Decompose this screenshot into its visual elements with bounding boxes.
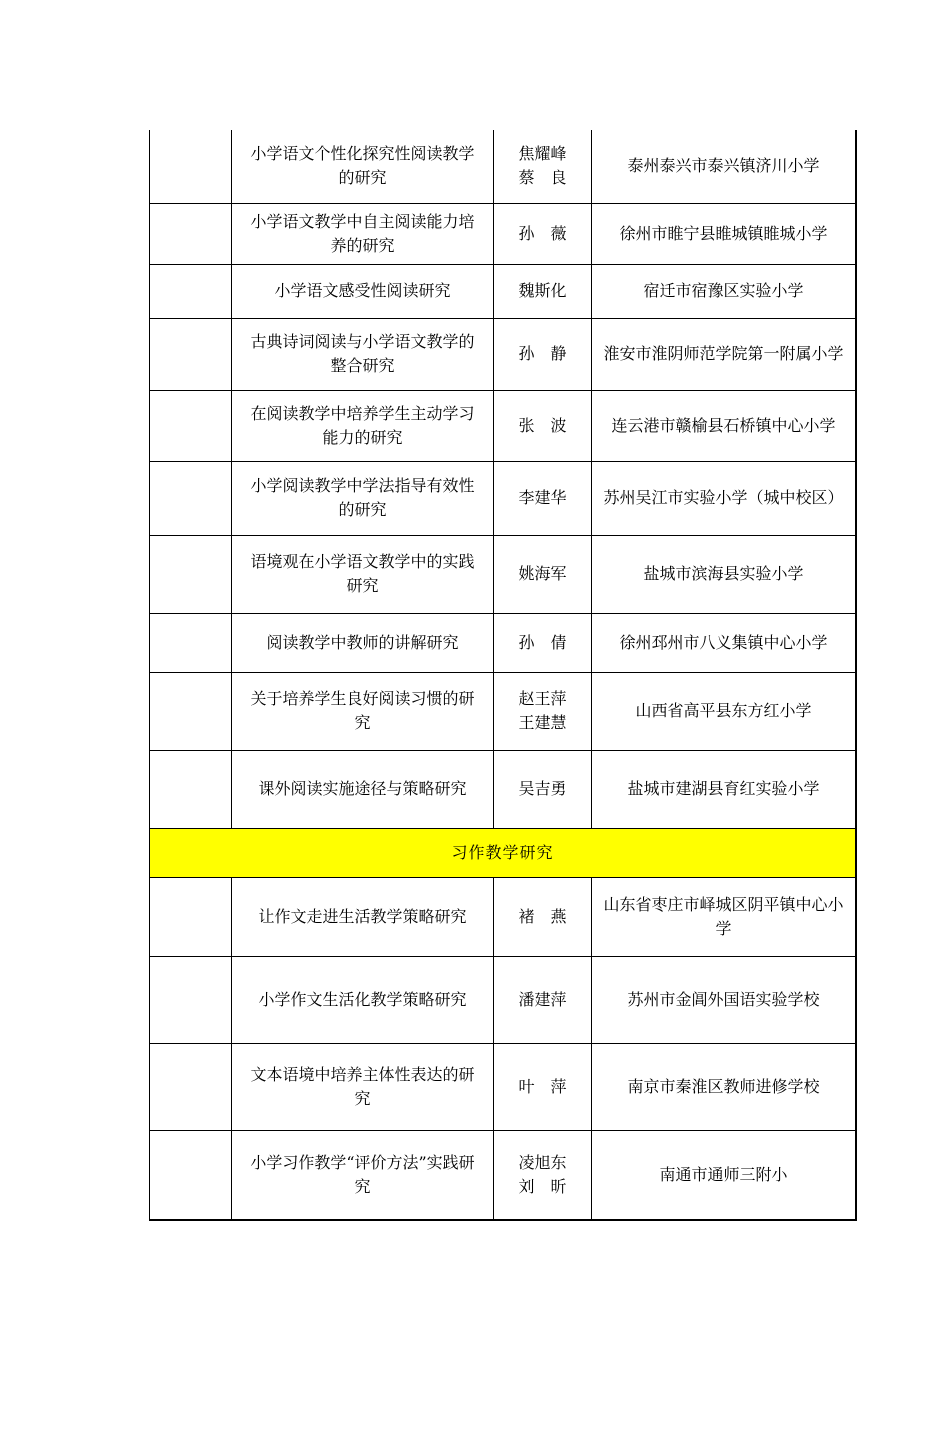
section-header: 习作教学研究: [150, 828, 857, 877]
table-row: [150, 203, 857, 264]
author-cell: [494, 1130, 592, 1220]
project-title-cell: 文本语境中培养主体性表达的研究: [232, 1043, 494, 1130]
author-cell: [494, 613, 592, 672]
school-cell: 苏州市金阊外国语实验学校: [592, 956, 857, 1043]
author-cell: [494, 535, 592, 613]
project-title-cell: 让作文走进生活教学策略研究: [232, 877, 494, 956]
author-name: 焦耀峰: [518, 144, 567, 164]
table-row: [150, 390, 857, 461]
school-cell: 连云港市赣榆县石桥镇中心小学: [592, 390, 857, 461]
index-cell: [150, 535, 232, 613]
school-cell: 徐州邳州市八义集镇中心小学: [592, 613, 857, 672]
author-name: 蔡 良: [518, 168, 567, 188]
research-projects-table: [149, 130, 857, 1221]
index-cell: [150, 1130, 232, 1220]
project-title-cell: 在阅读教学中培养学生主动学习能力的研究: [232, 390, 494, 461]
index-cell: [150, 672, 232, 750]
author-cell: [494, 672, 592, 750]
author-name: 潘建萍: [518, 989, 567, 1009]
school-cell: 徐州市睢宁县睢城镇睢城小学: [592, 203, 857, 264]
school-cell: 苏州吴江市实验小学（城中校区）: [592, 461, 857, 535]
index-cell: [150, 264, 232, 318]
index-cell: [150, 877, 232, 956]
table-row: [150, 672, 857, 750]
author-name: 刘 昕: [518, 1176, 567, 1196]
project-title-cell: 小学语文个性化探究性阅读教学的研究: [232, 130, 494, 203]
table-row: [150, 535, 857, 613]
author-name: 魏斯化: [518, 281, 567, 300]
author-cell: [494, 318, 592, 390]
section-header-row: [150, 828, 857, 877]
author-cell: [494, 956, 592, 1043]
project-title-cell: 小学语文教学中自主阅读能力培养的研究: [232, 203, 494, 264]
index-cell: [150, 461, 232, 535]
index-cell: [150, 318, 232, 390]
index-cell: [150, 750, 232, 828]
table-row: [150, 750, 857, 828]
author-name: 孙 薇: [518, 223, 567, 243]
author-name: 凌旭东: [518, 1152, 567, 1172]
author-name: 姚海军: [518, 564, 567, 583]
author-cell: [494, 461, 592, 535]
table-row: [150, 877, 857, 956]
author-name: 赵王萍: [518, 689, 567, 708]
index-cell: [150, 203, 232, 264]
table-row: [150, 264, 857, 318]
index-cell: [150, 956, 232, 1043]
school-cell: 盐城市建湖县育红实验小学: [592, 750, 857, 828]
author-name: 叶 萍: [518, 1076, 567, 1096]
author-cell: [494, 877, 592, 956]
author-name: 孙 静: [518, 344, 567, 363]
project-title-cell: 阅读教学中教师的讲解研究: [232, 613, 494, 672]
table-row: [150, 318, 857, 390]
author-cell: [494, 264, 592, 318]
table-row: [150, 130, 857, 203]
table-row: [150, 613, 857, 672]
school-cell: 南通市通师三附小: [592, 1130, 857, 1220]
author-cell: [494, 130, 592, 203]
project-title-cell: 小学阅读教学中学法指导有效性的研究: [232, 461, 494, 535]
school-cell: 南京市秦淮区教师进修学校: [592, 1043, 857, 1130]
index-cell: [150, 130, 232, 203]
project-title-cell: 小学语文感受性阅读研究: [232, 264, 494, 318]
author-name: 王建慧: [518, 713, 567, 732]
index-cell: [150, 1043, 232, 1130]
project-title-cell: 小学习作教学“评价方法”实践研究: [232, 1130, 494, 1220]
school-cell: 盐城市滨海县实验小学: [592, 535, 857, 613]
project-title-cell: 关于培养学生良好阅读习惯的研究: [232, 672, 494, 750]
school-cell: 淮安市淮阴师范学院第一附属小学: [592, 318, 857, 390]
author-name: 李建华: [518, 488, 567, 507]
project-title-cell: 课外阅读实施途径与策略研究: [232, 750, 494, 828]
table-row: [150, 1130, 857, 1220]
project-title-cell: 语境观在小学语文教学中的实践研究: [232, 535, 494, 613]
author-cell: [494, 203, 592, 264]
author-name: 褚 燕: [518, 906, 567, 926]
school-cell: 宿迁市宿豫区实验小学: [592, 264, 857, 318]
table-row: [150, 956, 857, 1043]
index-cell: [150, 390, 232, 461]
author-cell: [494, 1043, 592, 1130]
index-cell: [150, 613, 232, 672]
author-name: 张 波: [518, 415, 567, 435]
author-name: 吴吉勇: [518, 779, 567, 798]
school-cell: 山西省高平县东方红小学: [592, 672, 857, 750]
school-cell: 泰州泰兴市泰兴镇济川小学: [592, 130, 857, 203]
project-title-cell: 小学作文生活化教学策略研究: [232, 956, 494, 1043]
table-row: [150, 461, 857, 535]
author-cell: [494, 750, 592, 828]
author-cell: [494, 390, 592, 461]
project-title-cell: 古典诗词阅读与小学语文教学的整合研究: [232, 318, 494, 390]
school-cell: 山东省枣庄市峄城区阴平镇中心小学: [592, 877, 857, 956]
table-row: [150, 1043, 857, 1130]
author-name: 孙 倩: [518, 632, 567, 652]
